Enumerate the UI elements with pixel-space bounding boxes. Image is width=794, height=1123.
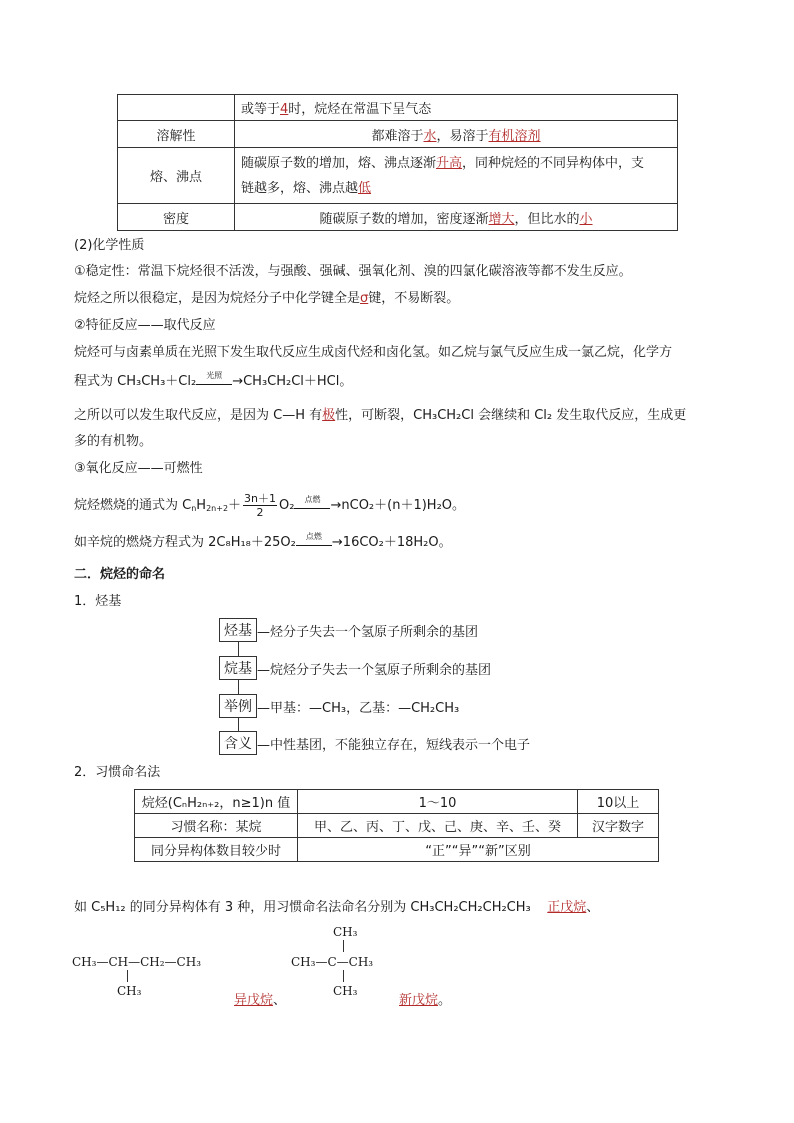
isopentane-structure: CH₃—CH—CH₂—CH₃	[72, 955, 202, 969]
table-row	[118, 148, 678, 204]
neopentane-structure: CH₃—C—CH₃	[291, 955, 374, 969]
table-cell	[235, 95, 678, 121]
diagram-text: —烃分子失去一个氢原子所剩余的基团	[257, 625, 479, 640]
diagram-box: 烃基	[219, 618, 257, 642]
row-key: 密度	[118, 204, 235, 231]
reaction-arrow	[196, 371, 232, 385]
reaction-arrow	[294, 495, 330, 509]
equation-left: 如辛烷的燃烧方程式为 2C₈H₁₈＋25O₂	[74, 535, 296, 550]
text: H	[196, 498, 207, 513]
cell-text: ，但比水的	[514, 211, 580, 227]
condition-label: 点燃	[305, 532, 322, 541]
paragraph: 烷烃可与卤素单质在光照下发生取代反应生成卤代烃和卤化氢。如乙烷与氯气反应生成一氯乙烷，化学方	[74, 345, 673, 360]
equation-right: 16CO₂＋18H₂O。	[342, 535, 452, 550]
substituent: CH₃	[117, 984, 142, 998]
diagram-text: —甲基：—CH₃，乙基：—CH₂CH₃	[257, 701, 460, 716]
subsection-title: 1．烃基	[74, 594, 122, 609]
text: 之所以可以发生取代反应，是因为 C—H 有	[74, 408, 323, 423]
answer-text: 有机溶剂	[488, 128, 541, 144]
table-cell: 10以上	[578, 790, 659, 814]
text: 键，不易断裂。	[368, 291, 460, 306]
paragraph	[74, 406, 686, 426]
answer-text: 4	[280, 102, 289, 117]
numerator: 3n＋1	[244, 492, 277, 505]
answer-text: 水	[423, 128, 437, 144]
table-cell	[118, 95, 235, 121]
condition-label: 光照	[206, 371, 223, 380]
subsection-title: 2．习惯命名法	[74, 765, 161, 780]
bond-line	[343, 940, 344, 952]
answer-text: 极	[322, 408, 336, 423]
cell-text: 链越多，熔、沸点越	[241, 180, 359, 196]
denominator: 2	[256, 506, 264, 519]
equation-line: 如辛烷的燃烧方程式为 2C₈H₁₈＋25O₂ 点燃 →16CO₂＋18H₂O。	[74, 533, 452, 553]
diagram-box: 含义	[219, 731, 257, 755]
paragraph: 多的有机物。	[74, 434, 153, 449]
table-row	[135, 790, 659, 814]
row-key: 溶解性	[118, 121, 235, 148]
table-cell: 汉字数字	[578, 814, 659, 838]
text: 。	[438, 993, 452, 1008]
paragraph	[74, 898, 599, 918]
section-heading: ②特征反应——取代反应	[74, 318, 216, 333]
substituent: CH₃	[333, 984, 358, 998]
text: O₂	[279, 498, 295, 513]
answer-text: 小	[579, 211, 593, 227]
hydrocarbyl-diagram	[219, 618, 599, 758]
text: ＋	[228, 498, 242, 513]
answer-text: 正戊烷	[547, 900, 587, 915]
table-cell	[235, 148, 678, 204]
table-cell: 烷烃(CₙH₂ₙ₊₂，n≥1)n 值	[135, 790, 298, 814]
table-cell: “正”“异”“新”区别	[298, 838, 659, 862]
section-heading: (2)化学性质	[74, 238, 145, 253]
diagram-box: 举例	[219, 694, 257, 718]
paragraph: ①稳定性：常温下烷烃很不活泼，与强酸、强碱、强氧化剂、溴的四氯化碳溶液等都不发生反应。	[74, 264, 632, 279]
answer-line	[234, 989, 286, 1008]
condition-label: 点燃	[304, 495, 321, 504]
diagram-box: 烷基	[219, 656, 257, 680]
answer-text: 低	[358, 180, 372, 196]
answer-line	[399, 989, 451, 1008]
table-cell: 1～10	[298, 790, 578, 814]
reaction-arrow	[296, 532, 332, 546]
text: 程式为	[74, 374, 114, 389]
cell-text: 时，烷烃在常温下呈气态	[288, 102, 432, 117]
section-title: 二．烷烃的命名	[74, 567, 166, 582]
table-cell: 习惯名称：某烷	[135, 814, 298, 838]
text: 烷烃燃烧的通式为 C	[74, 498, 192, 513]
equation-line: 烷烃燃烧的通式为 $C_nH_{2n+2}+$ $\frac{3n+1}{2}$ O₂ 点燃 →nCO₂＋(n＋1)H₂O。	[74, 492, 466, 519]
properties-table	[117, 94, 678, 231]
text: 如 C₅H₁₂ 的同分异构体有 3 种，用习惯命名法命名分别为 CH₃CH₂CH₂CH₂CH₃	[74, 900, 531, 915]
equation-left: CH₃CH₃＋Cl₂	[117, 374, 197, 389]
answer-text: 异戊烷	[234, 993, 274, 1008]
naming-table	[134, 789, 659, 862]
answer-text: 增大	[488, 211, 515, 227]
substituent: CH₃	[333, 925, 358, 939]
equation-right: nCO₂＋(n＋1)H₂O。	[341, 498, 466, 513]
table-row	[135, 838, 659, 862]
cell-text: 随碳原子数的增加，熔、沸点逐渐	[241, 155, 437, 171]
bond-line	[343, 970, 344, 982]
paragraph	[74, 289, 459, 309]
table-cell: 同分异构体数目较少时	[135, 838, 298, 862]
table-cell	[235, 204, 678, 231]
table-row	[118, 121, 678, 148]
table-cell	[235, 121, 678, 148]
text: 烷烃之所以很稳定，是因为烷烃分子中化学键全是	[74, 291, 361, 306]
answer-text: 新戊烷	[399, 993, 439, 1008]
cell-text: 或等于	[241, 102, 281, 117]
equation-line: 程式为 CH₃CH₃＋Cl₂ 光照 →CH₃CH₂Cl＋HCl。	[74, 372, 352, 392]
answer-text: 升高	[436, 155, 463, 171]
answer-text: σ	[360, 291, 369, 306]
table-cell: 甲、乙、丙、丁、戊、己、庚、辛、壬、癸	[298, 814, 578, 838]
bond-line	[127, 970, 128, 982]
subscript: 2n+2	[206, 504, 229, 513]
text: 、	[586, 900, 600, 915]
table-row	[118, 95, 678, 121]
table-row	[135, 814, 659, 838]
text: 、	[273, 993, 287, 1008]
table-row	[118, 204, 678, 231]
row-key: 熔、沸点	[118, 148, 235, 204]
fraction	[243, 492, 277, 519]
equation-right: CH₃CH₂Cl＋HCl	[243, 374, 340, 389]
section-heading: ③氧化反应——可燃性	[74, 461, 203, 476]
cell-text: ，易溶于	[436, 128, 489, 144]
text: 。	[339, 374, 353, 389]
cell-text: ，同种烷烃的不同异构体中，支	[462, 155, 645, 171]
cell-text: 随碳原子数的增加，密度逐渐	[319, 211, 489, 227]
diagram-text: —烷烃分子失去一个氢原子所剩余的基团	[257, 663, 492, 678]
cell-text: 都难溶于	[371, 128, 424, 144]
text: 性，可断裂，CH₃CH₂Cl 会继续和 Cl₂ 发生取代反应，生成更	[335, 408, 687, 423]
subscript: n	[191, 504, 197, 513]
diagram-text: —中性基团，不能独立存在，短线表示一个电子	[257, 738, 531, 753]
